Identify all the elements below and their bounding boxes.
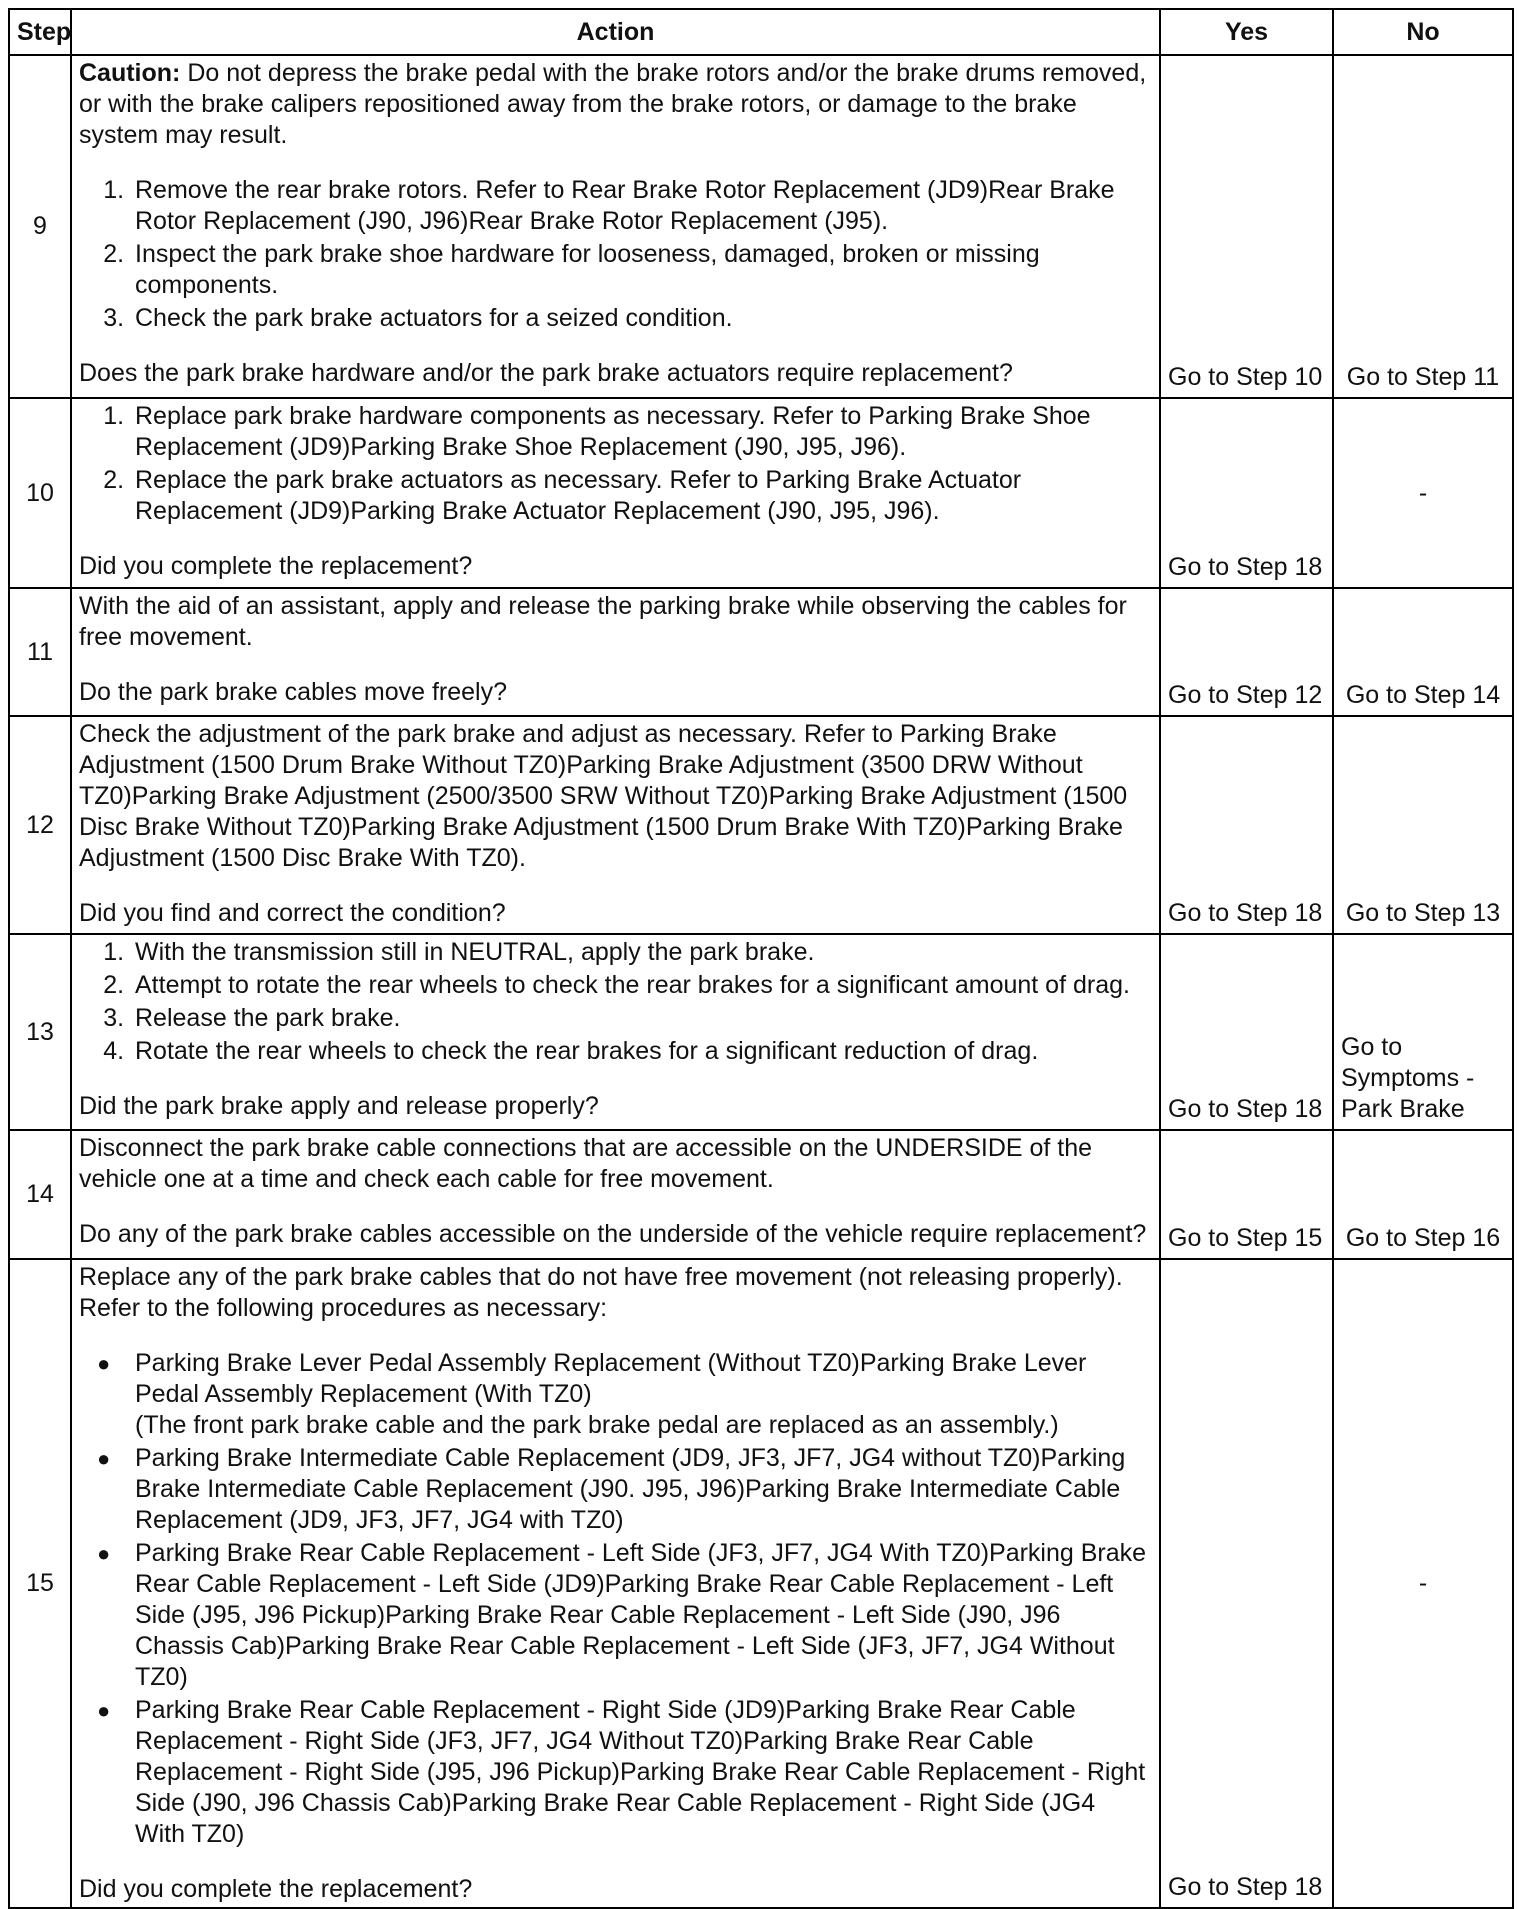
step-number: 11	[9, 588, 71, 716]
question-text: Do the park brake cables move freely?	[79, 678, 507, 706]
yes-result: Go to Step 12	[1160, 588, 1333, 716]
bullet-note: (The front park brake cable and the park brake pedal are replaced as an assembly.)	[135, 1411, 1059, 1439]
list-item: 2. Inspect the park brake shoe hardware for looseness, damaged, broken or missing components.	[131, 239, 1152, 301]
table-row	[9, 588, 1513, 716]
header-row	[9, 9, 1513, 55]
yes-result: Go to Step 15	[1160, 1130, 1333, 1259]
step-number: 10	[9, 398, 71, 588]
step-number: 15	[9, 1259, 71, 1908]
action-cell	[71, 934, 1160, 1130]
yes-header: Yes	[1160, 9, 1333, 55]
list-item: 2. Replace the park brake actuators as necessary. Refer to Parking Brake Actuator Replacement (JD9)Parking Brake Actuator Replacement (J90, J95, J96).	[131, 465, 1152, 527]
question-text: Did you find and correct the condition?	[79, 899, 506, 927]
procedure-bullet-list	[79, 1348, 1152, 1850]
action-cell	[71, 398, 1160, 588]
caution-paragraph	[79, 58, 1152, 151]
list-item: 1. Replace park brake hardware components as necessary. Refer to Parking Brake Shoe Replacement (JD9)Parking Brake Shoe Replacement (J90, J95, J96).	[131, 401, 1152, 463]
list-item: 3. Release the park brake.	[131, 1003, 1152, 1034]
bullet-dot-icon: ●	[97, 1446, 111, 1471]
table-row	[9, 1259, 1513, 1908]
diagnostic-table-container	[8, 8, 1514, 1909]
action-cell	[71, 1130, 1160, 1259]
bullet-text: Parking Brake Intermediate Cable Replacement (JD9, JF3, JF7, JG4 without TZ0)Parking Brake Intermediate Cable Replacement (J90. J95, J96)Parking Brake Intermediate Cable Replacement (JD9, JF3, JF7, JG4 with TZ0)	[135, 1444, 1126, 1534]
caution-text: Do not depress the brake pedal with the brake rotors and/or the brake drums removed, or with the brake calipers repositioned away from the brake rotors, or damage to the brake system may result.	[79, 59, 1147, 149]
question-text: Does the park brake hardware and/or the park brake actuators require replacement?	[79, 359, 1013, 387]
question-text: Do any of the park brake cables accessible on the underside of the vehicle require replacement?	[79, 1220, 1147, 1248]
list-item: 3. Check the park brake actuators for a seized condition.	[131, 303, 1152, 334]
list-item: 2. Attempt to rotate the rear wheels to check the rear brakes for a significant amount of drag.	[131, 970, 1152, 1001]
no-result: Go to Step 14	[1333, 588, 1513, 716]
action-cell	[71, 716, 1160, 934]
question-text: Did you complete the replacement?	[79, 1875, 473, 1903]
no-result: -	[1333, 1259, 1513, 1908]
step-number: 13	[9, 934, 71, 1130]
action-cell	[71, 588, 1160, 716]
table-row	[9, 934, 1513, 1130]
caution-label: Caution:	[79, 59, 181, 87]
bullet-dot-icon: ●	[97, 1351, 111, 1376]
step-number: 9	[9, 55, 71, 398]
list-item: 1. With the transmission still in NEUTRAL, apply the park brake.	[131, 937, 1152, 968]
yes-result: Go to Step 18	[1160, 716, 1333, 934]
instruction-text: Disconnect the park brake cable connections that are accessible on the UNDERSIDE of the vehicle one at a time and check each cable for free movement.	[79, 1134, 1093, 1193]
step-number: 12	[9, 716, 71, 934]
bullet-item	[97, 1443, 1152, 1536]
list-item: 4. Rotate the rear wheels to check the rear brakes for a significant reduction of drag.	[131, 1036, 1152, 1067]
table-row	[9, 1130, 1513, 1259]
no-result: Go to Step 16	[1333, 1130, 1513, 1259]
bullet-item	[97, 1538, 1152, 1693]
no-header: No	[1333, 9, 1513, 55]
step-number: 14	[9, 1130, 71, 1259]
instruction-text: With the aid of an assistant, apply and release the parking brake while observing the cables for free movement.	[79, 592, 1127, 651]
table-row	[9, 55, 1513, 398]
no-result: Go to Symptoms - Park Brake	[1333, 934, 1513, 1130]
no-result: Go to Step 11	[1333, 55, 1513, 398]
bullet-dot-icon: ●	[97, 1541, 111, 1566]
action-cell	[71, 1259, 1160, 1908]
yes-result: Go to Step 18	[1160, 398, 1333, 588]
question-text: Did you complete the replacement?	[79, 552, 473, 580]
yes-result: Go to Step 18	[1160, 934, 1333, 1130]
action-header: Action	[71, 9, 1160, 55]
question-text: Did the park brake apply and release properly?	[79, 1092, 599, 1120]
instruction-text: Replace any of the park brake cables that do not have free movement (not releasing properly). Refer to the following procedures as necessary:	[79, 1263, 1123, 1322]
instruction-text: Check the adjustment of the park brake and adjust as necessary. Refer to Parking Brake Adjustment (1500 Drum Brake Without TZ0)Parking Brake Adjustment (3500 DRW Without TZ0)Parking Brake Adjustment (2500/3500 SRW Without TZ0)Parking Brake Adjustment (1500 Disc Brake Without TZ0)Parking Brake Adjustment (1500 Drum Brake With TZ0)Parking Brake Adjustment (1500 Disc Brake With TZ0).	[79, 720, 1128, 872]
procedure-list	[79, 937, 1152, 1067]
yes-result: Go to Step 10	[1160, 55, 1333, 398]
no-result: -	[1333, 398, 1513, 588]
step-header: Step	[9, 9, 71, 55]
bullet-text: Parking Brake Rear Cable Replacement - Right Side (JD9)Parking Brake Rear Cable Replacement - Right Side (JF3, JF7, JG4 Without TZ0)Parking Brake Rear Cable Replacement - Right Side (J95, J96 Pickup)Parking Brake Rear Cable Replacement - Right Side (J90, J96 Chassis Cab)Parking Brake Rear Cable Replacement - Right Side (JG4 With TZ0)	[135, 1696, 1146, 1848]
yes-result: Go to Step 18	[1160, 1259, 1333, 1908]
bullet-item	[97, 1695, 1152, 1850]
no-result: Go to Step 13	[1333, 716, 1513, 934]
action-cell	[71, 55, 1160, 398]
procedure-list	[79, 401, 1152, 527]
bullet-text: Parking Brake Rear Cable Replacement - Left Side (JF3, JF7, JG4 With TZ0)Parking Brake Rear Cable Replacement - Left Side (JD9)Parking Brake Rear Cable Replacement - Left Side (J95, J96 Pickup)Parking Brake Rear Cable Replacement - Left Side (J90, J96 Chassis Cab)Parking Brake Rear Cable Replacement - Left Side (JF3, JF7, JG4 Without TZ0)	[135, 1539, 1147, 1691]
bullet-item	[97, 1348, 1152, 1441]
list-item: 1. Remove the rear brake rotors. Refer to Rear Brake Rotor Replacement (JD9)Rear Brake Rotor Replacement (J90, J96)Rear Brake Rotor Replacement (J95).	[131, 175, 1152, 237]
procedure-list	[79, 175, 1152, 334]
table-row	[9, 716, 1513, 934]
table-row	[9, 398, 1513, 588]
bullet-dot-icon: ●	[97, 1698, 111, 1723]
bullet-text: Parking Brake Lever Pedal Assembly Replacement (Without TZ0)Parking Brake Lever Pedal Assembly Replacement (With TZ0)	[135, 1349, 1087, 1408]
diagnostic-table	[8, 8, 1514, 1909]
